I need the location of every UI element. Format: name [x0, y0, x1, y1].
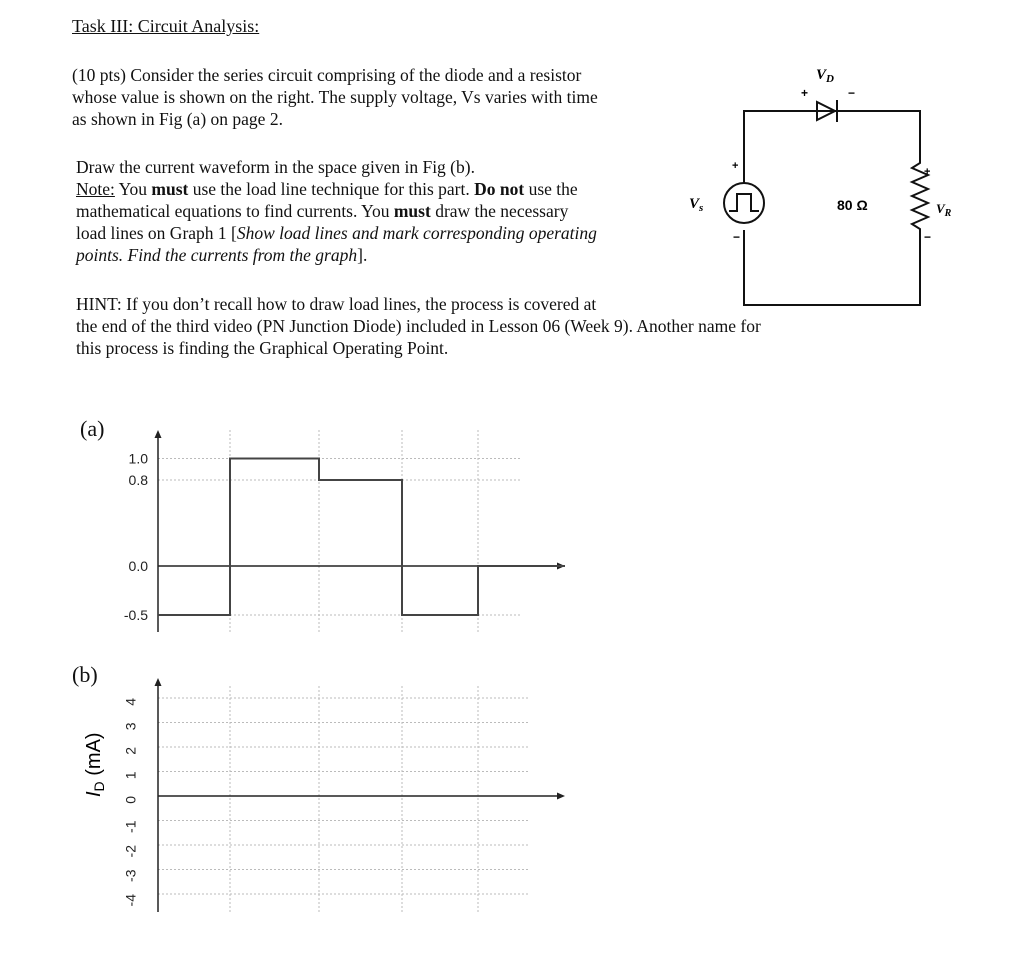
do-not-emphasis: Do not: [474, 179, 525, 199]
y-tick-label: -4: [122, 894, 139, 907]
figure-b-label: (b): [72, 662, 98, 687]
task-title: Task III: Circuit Analysis:: [72, 16, 260, 36]
hint-line-1: HINT: If you don’t recall how to draw load lines, the process is covered at: [76, 294, 597, 314]
vr-plus: +: [924, 166, 931, 178]
instr-text: use the load line technique for this part.: [188, 179, 475, 199]
instr-line-2: [76, 178, 597, 200]
y-tick-label: 1.0: [128, 450, 148, 467]
instr-text: load lines on Graph 1 [: [76, 223, 237, 243]
vr-minus: −: [924, 230, 932, 244]
must-emphasis: must: [393, 201, 431, 221]
vs-waveform: [158, 459, 565, 616]
figure-a-chart: [124, 430, 565, 632]
vd-plus: +: [801, 86, 809, 100]
resistor-value: 80 Ω: [837, 197, 868, 213]
y-tick-label: -1: [122, 820, 139, 833]
instr-text: ].: [357, 245, 368, 265]
intro-line-3: as shown in Fig (a) on page 2.: [72, 109, 283, 129]
y-axis-arrow-icon: [155, 678, 162, 686]
instr-line-3: [76, 200, 597, 222]
y-tick-label: 0.0: [128, 558, 148, 574]
vs-plus: +: [732, 160, 739, 172]
instr-italic: Show load lines and mark corresponding operating: [236, 223, 597, 243]
hint-line-3: this process is finding the Graphical Operating Point.: [76, 338, 449, 358]
y-tick-label: 0: [122, 796, 139, 804]
y-tick-label: 4: [122, 698, 139, 706]
instr-line-1: Draw the current waveform in the space given in Fig (b).: [76, 157, 475, 177]
y-tick-label: 0.8: [128, 472, 148, 488]
vs-label: $V_s$: [689, 196, 704, 214]
instructions-paragraph: [76, 156, 597, 266]
diode-icon: [815, 100, 844, 122]
instr-text: mathematical equations to find currents. You: [76, 201, 394, 221]
instr-text: You: [114, 179, 152, 199]
intro-line-1: (10 pts) Consider the series circuit comprising of the diode and a resistor: [72, 65, 582, 85]
y-tick-label: -3: [122, 869, 139, 882]
graphs-area: [0, 400, 620, 920]
y-tick-label: 1: [122, 771, 139, 780]
must-emphasis: must: [151, 179, 189, 199]
instr-line-4: [76, 222, 597, 244]
id-axis-label: $I_D$ (mA): [83, 732, 107, 797]
intro-line-2: whose value is shown on the right. The supply voltage, Vs varies with time: [72, 87, 598, 107]
wire-top-right: [844, 111, 920, 155]
vd-minus: −: [848, 86, 856, 100]
wire-bottom: [744, 230, 920, 305]
instr-text: draw the necessary: [430, 201, 569, 221]
instr-italic: points. Find the currents from the graph: [76, 245, 358, 265]
x-axis-arrow-icon: [557, 793, 565, 800]
y-tick-label: 3: [122, 722, 139, 731]
note-label: Note:: [76, 179, 115, 199]
instr-line-5: [76, 244, 597, 266]
y-tick-label: 2: [122, 747, 139, 755]
figure-a-label: (a): [80, 416, 105, 441]
intro-paragraph: [72, 64, 598, 130]
y-axis-arrow-icon: [155, 430, 162, 438]
hint-paragraph: [76, 293, 761, 359]
vd-label: $V_D$: [816, 67, 834, 85]
hint-line-2: the end of the third video (PN Junction Diode) included in Lesson 06 (Week 9). Another name for: [76, 316, 761, 336]
pulse-source-icon: [724, 183, 764, 223]
circuit-diagram: [680, 55, 970, 315]
figure-b-chart: [123, 678, 565, 912]
vs-minus: −: [733, 230, 741, 244]
y-tick-label: -0.5: [123, 607, 148, 623]
vr-label: $V_R$: [936, 201, 952, 219]
instr-text: use the: [524, 179, 578, 199]
y-tick-label: -2: [122, 845, 139, 858]
